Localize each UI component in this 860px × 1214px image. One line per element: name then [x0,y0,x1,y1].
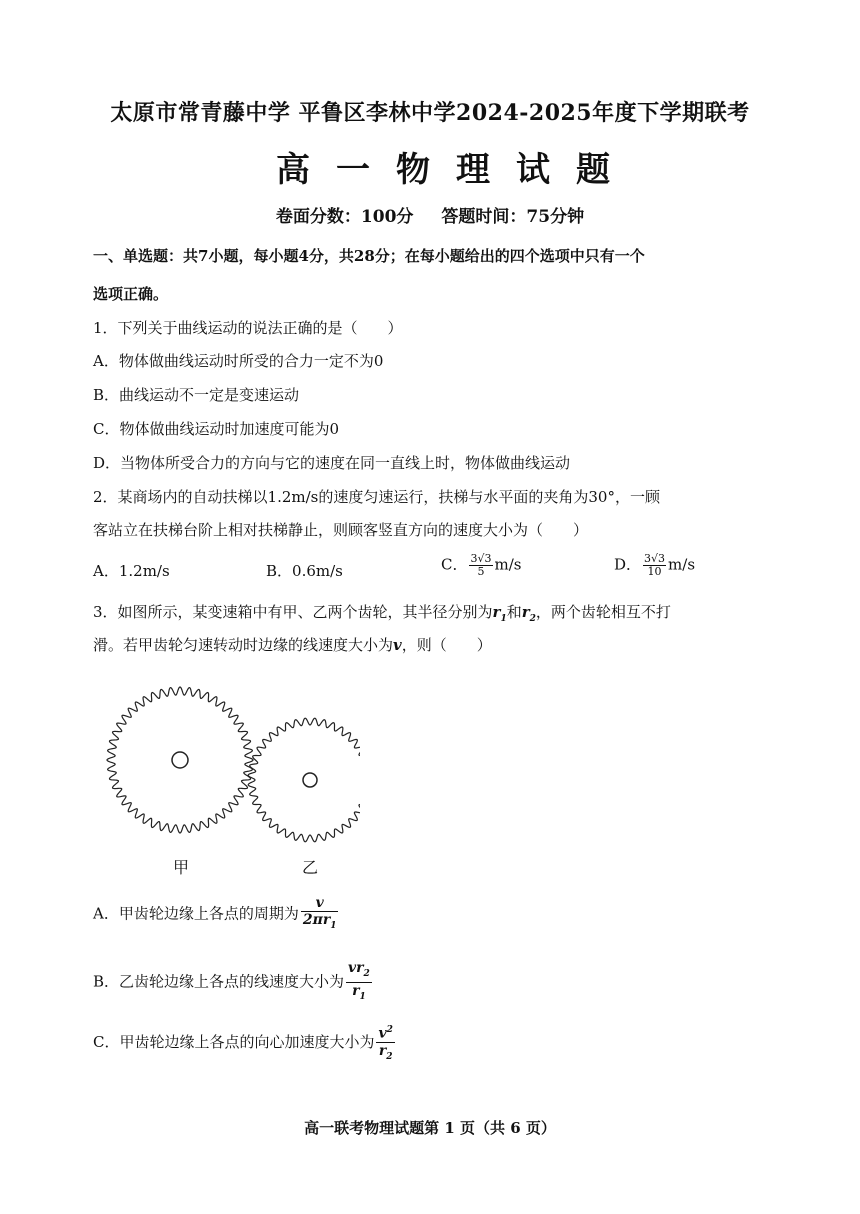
q2-option-a: A．1.2m/s [93,562,170,580]
gear-jia [107,687,253,833]
time-info: 答题时间：75分钟 [441,207,585,227]
q3-option-c: C．甲齿轮边缘上各点的向心加速度大小为 $\frac{v^2}{r_2}$ [93,1022,395,1064]
q2-d-fraction: $\frac{3√3}{10}$ [644,552,666,578]
gear-diagram [100,680,360,850]
q3-stem-line2: 滑。若甲齿轮匀速转动时边缘的线速度大小为v，则（ ） [93,636,492,654]
q1-stem: 1．下列关于曲线运动的说法正确的是（ ） [93,319,403,337]
q3-a-fraction: $\frac{v}{2\pi r_1}$ [302,895,337,931]
exam-school-header: 太原市常青藤中学 平鲁区李林中学2024-2025年度下学期联考 [110,100,750,126]
q2-option-b: B．0.6m/s [266,562,343,580]
q3-option-b: B．乙齿轮边缘上各点的线速度大小为 $\frac{vr_2}{r_1}$ [93,960,372,1005]
q2-option-d: D． $\frac{3√3}{10}$ m/s [614,552,696,578]
q1-option-d: D．当物体所受合力的方向与它的速度在同一直线上时，物体做曲线运动 [93,454,571,472]
gear-yi-hub [303,773,317,787]
q3-c-fraction: $\frac{v^2}{r_2}$ [376,1022,394,1064]
q1-option-b: B．曲线运动不一定是变速运动 [93,386,300,404]
q3-b-fraction: $\frac{vr_2}{r_1}$ [348,960,370,1002]
page-title: 高一物理试题 [276,150,636,190]
page-footer: 高一联考物理试题第 1 页（共 6 页） [304,1119,556,1137]
q1-option-a: A．物体做曲线运动时所受的合力一定不为0 [93,352,384,370]
q2-stem-line1: 2．某商场内的自动扶梯以1.2m/s的速度匀速运行，扶梯与水平面的夹角为30°，一顾 [93,488,660,506]
score-info: 卷面分数：100分 [275,207,414,227]
q1-option-c: C．物体做曲线运动时加速度可能为0 [93,420,340,438]
section-heading-line1: 一、单选题：共7小题，每小题4分，共28分；在每小题给出的四个选项中只有一个 [93,247,645,265]
q3-option-a: A．甲齿轮边缘上各点的周期为 $\frac{v}{2\pi r_1}$ [93,895,338,934]
exam-meta [0,202,860,227]
gear-yi-label: 乙 [302,858,319,877]
q2-c-fraction: $\frac{3√3}{5}$ [470,552,492,578]
gear-jia-hub [172,752,188,768]
gear-yi [248,718,360,842]
q3-stem-line1: 3．如图所示，某变速箱中有甲、乙两个齿轮，其半径分别为$r_1$和$r_2$，两个齿轮相互不打 [93,603,671,624]
q2-stem-line2: 客站立在扶梯台阶上相对扶梯静止，则顾客竖直方向的速度大小为（ ） [93,521,589,539]
gear-jia-label: 甲 [173,858,190,877]
q2-option-c: C． $\frac{3√3}{5}$ m/s [441,552,522,578]
section-heading-line2: 选项正确。 [93,285,169,303]
